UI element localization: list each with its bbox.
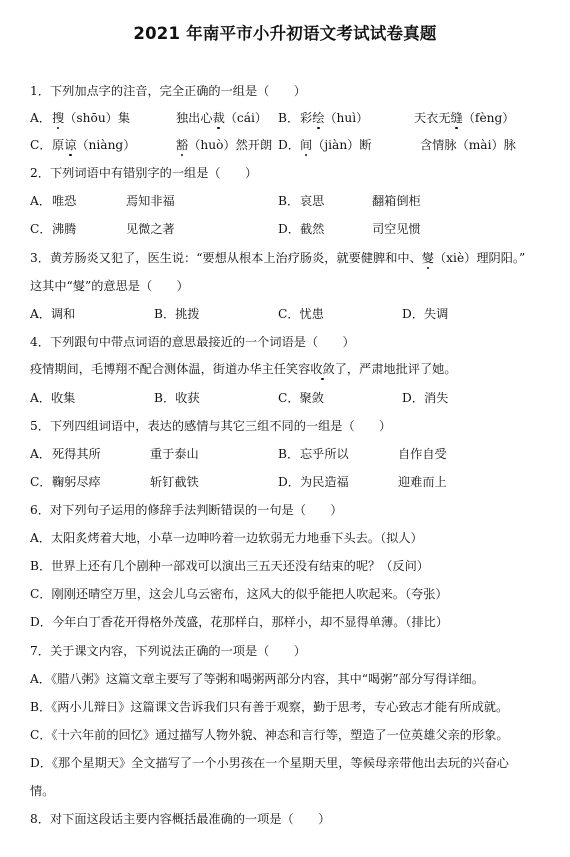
- dotted-char: 搜: [52, 111, 65, 125]
- q6-option-d: D．今年白丁香花开得格外茂盛，花那样白，那样小，却不显得单薄。（排比）: [30, 615, 449, 629]
- q4-option-b: B．收获: [154, 391, 200, 405]
- dotted-char: 谅: [64, 138, 77, 152]
- q4-option-c: C．聚敛: [278, 391, 324, 405]
- dotted-char: 燮: [421, 251, 434, 265]
- q2-stem: 2．下列词语中有错别字的一组是（ ）: [30, 166, 258, 180]
- option-label: A．: [30, 447, 51, 461]
- q6-option-b: B．世界上还有几个剧种一部戏可以演出三五天还没有结束的呢？（反问）: [30, 559, 429, 573]
- q4-option-d: D．消失: [402, 391, 449, 405]
- dotted-char: 缝: [450, 111, 463, 125]
- dotted-char: 豁: [176, 138, 189, 152]
- q6-stem: 6．对下列句子运用的修辞手法判断错误的一句是（ ）: [30, 503, 343, 517]
- q4-option-a: A．收集: [30, 391, 76, 405]
- dotted-char: 间: [300, 138, 313, 152]
- q7-option-c: C．《十六年前的回忆》通过描写人物外貌、神态和言行等，塑造了一位英雄父亲的形象。: [30, 728, 509, 742]
- q7-stem: 7．关于课文内容，下列说法正确的一项是（ ）: [30, 644, 306, 658]
- q3-option-c: C．忧患: [278, 307, 324, 321]
- q8-stem: 8．对下面这段话主要内容概括最准确的一项是（ ）: [30, 812, 331, 826]
- option-label: B．: [278, 447, 300, 461]
- option-label: B．: [278, 194, 300, 208]
- q5-stem: 5．下列四组词语中，表达的感情与其它三组不同的一组是（ ）: [30, 419, 392, 433]
- q4-sentence: 疫情期间，毛博翔不配合测体温，街道办华主任笑容收敛了，严肃地批评了她。: [30, 362, 457, 376]
- q4-stem: 4．下列跟句中带点词语的意思最接近的一个词语是（ ）: [30, 335, 355, 349]
- option-label: A．: [30, 194, 51, 208]
- q3-option-b: B．挑拨: [154, 307, 200, 321]
- page-title: 2021 年南平市小升初语文考试试卷真题: [133, 24, 437, 43]
- q3-stem: 3．黄芳肠炎又犯了，医生说：“要想从根本上治疗肠炎，就要健脾和中、燮（xiè）理阴阳。”: [30, 251, 526, 265]
- q6-option-c: C．刚刚还晴空万里，这会儿乌云密布，这风大的似乎能把人吹起来。（夸张）: [30, 587, 448, 601]
- option-label: A．: [30, 111, 51, 125]
- dotted-char: 绘: [312, 111, 325, 125]
- option-label: C．: [30, 138, 52, 152]
- option-label: D．: [278, 138, 300, 152]
- option-label: B．: [278, 111, 300, 125]
- q7-option-a: A．《腊八粥》这篇文章主要写了等粥和喝粥两部分内容，其中“喝粥”部分写得详细。: [30, 672, 484, 686]
- option-label: D．: [278, 222, 300, 236]
- option-label: C．: [30, 475, 52, 489]
- q7-option-d: D．《那个星期天》全文描写了一个小男孩在一个星期天里，等候母亲带他出去玩的兴奋心: [30, 756, 509, 770]
- q6-option-a: A．太阳炙烤着大地，小草一边呻吟着一边软弱无力地垂下头去。（拟人）: [30, 531, 423, 545]
- option-label: C．: [30, 222, 52, 236]
- dotted-char: 收敛: [310, 362, 335, 376]
- q3-option-d: D．失调: [402, 307, 449, 321]
- q3-option-a: A．调和: [30, 307, 76, 321]
- dotted-char: 裁: [212, 111, 225, 125]
- q7-option-b: B．《两小儿辩日》这篇课文告诉我们只有善于观察，勤于思考，专心致志才能有所成就。: [30, 700, 509, 714]
- q3-stem-2: 这其中“燮”的意思是（ ）: [30, 279, 189, 293]
- option-label: D．: [278, 475, 300, 489]
- q7-option-d-continued: 情。: [30, 784, 55, 798]
- q1-stem: 1．下列加点字的注音，完全正确的一组是（ ）: [30, 84, 306, 98]
